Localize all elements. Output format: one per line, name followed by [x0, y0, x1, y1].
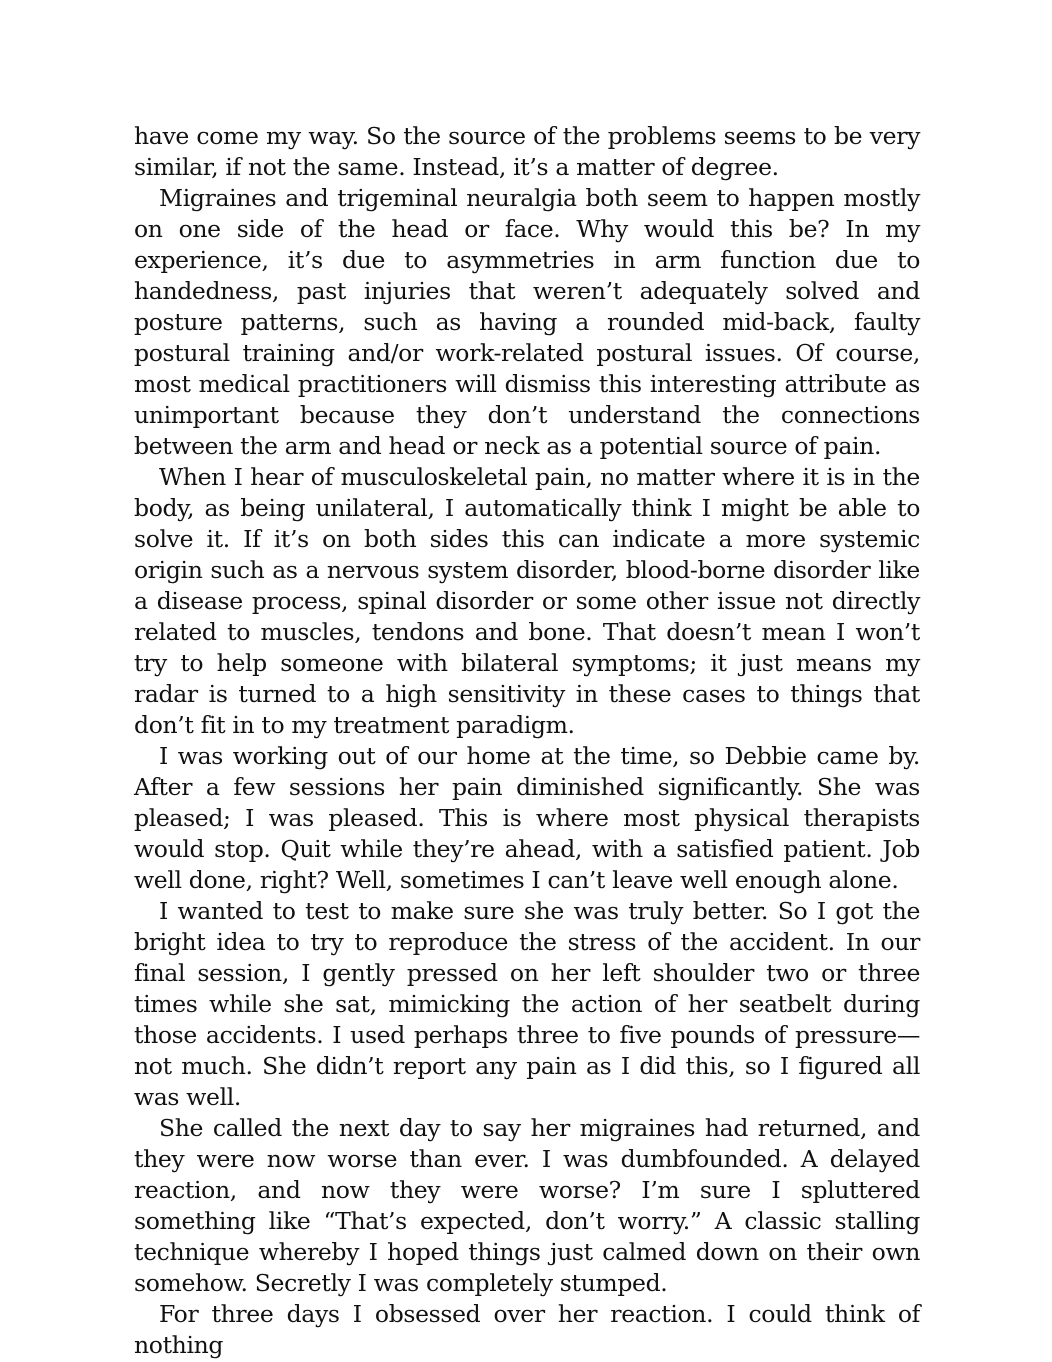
- paragraph: I was working out of our home at the time, so Debbie came by. After a few sessions her pain diminished significantly. She was pleased; I was pleased. This is where most physical therapists would stop. Quit while they’re ahead, with a satisfied patient. Job well done, right? Well, sometimes I can’t leave well enough alone.: [134, 742, 920, 894]
- page-body: [134, 121, 920, 1361]
- paragraph: I wanted to test to make sure she was truly better. So I got the bright idea to try to reproduce the stress of the accident. In our final session, I gently pressed on her left shoulder two or three times while she sat, mimicking the action of her seatbelt during those accidents. I used perhaps three to five pounds of pressure—not much. She didn’t report any pain as I did this, so I figured all was well.: [134, 897, 920, 1111]
- paragraph-continued: have come my way. So the source of the problems seems to be very similar, if not the same. Instead, it’s a matter of degree.: [134, 122, 920, 181]
- paragraph: When I hear of musculoskeletal pain, no matter where it is in the body, as being unilateral, I automatically think I might be able to solve it. If it’s on both sides this can indicate a more systemic origin such as a nervous system disorder, blood-borne disorder like a disease process, spinal disorder or some other issue not directly related to muscles, tendons and bone. That doesn’t mean I won’t try to help someone with bilateral symptoms; it just means my radar is turned to a high sensitivity in these cases to things that don’t fit in to my treatment paradigm.: [134, 463, 920, 739]
- paragraph: She called the next day to say her migraines had returned, and they were now worse than ever. I was dumbfounded. A delayed reaction, and now they were worse? I’m sure I spluttered something like “That’s expected, don’t worry.” A classic stalling technique whereby I hoped things just calmed down on their own somehow. Secretly I was completely stumped.: [134, 1114, 920, 1297]
- paragraph-truncated: For three days I obsessed over her reaction. I could think of nothing: [134, 1300, 920, 1359]
- paragraph: Migraines and trigeminal neuralgia both seem to happen mostly on one side of the head or face. Why would this be? In my experience, it’s due to asymmetries in arm function due to handedness, past injuries that weren’t adequately solved and posture patterns, such as having a rounded mid-back, faulty postural training and/or work-related postural issues. Of course, most medical practitioners will dismiss this interesting attribute as unimportant because they don’t understand the connections between the arm and head or neck as a potential source of pain.: [134, 184, 920, 460]
